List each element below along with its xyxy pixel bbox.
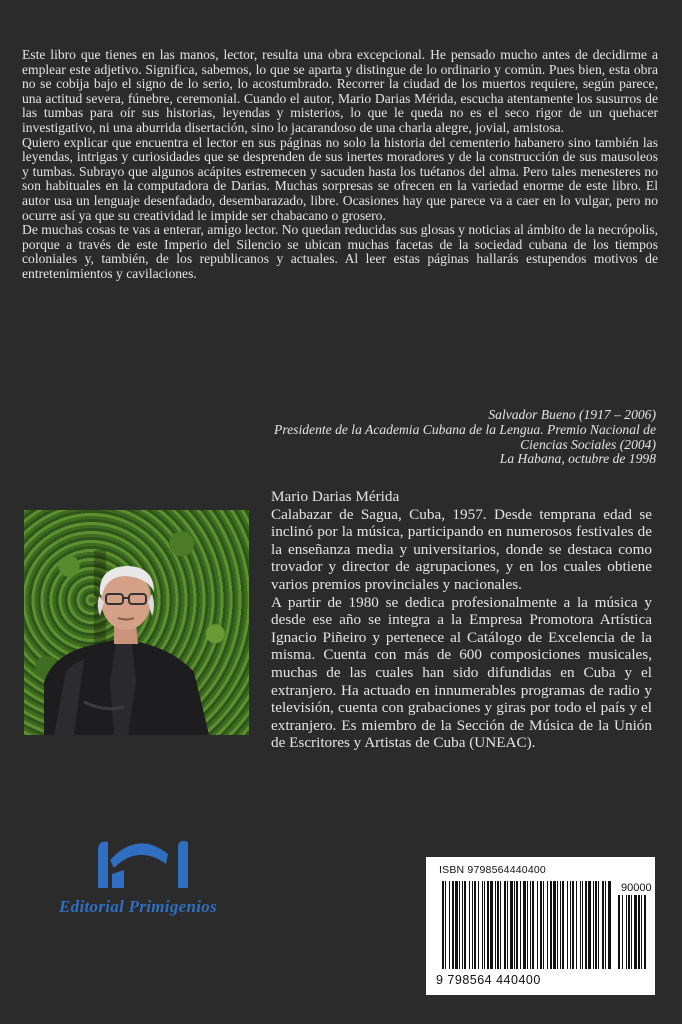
publisher-name: Editorial Primigenios xyxy=(59,897,217,916)
barcode-bar xyxy=(445,881,446,969)
barcode-bar xyxy=(608,881,611,969)
barcode-bar xyxy=(537,881,538,969)
addon-bar xyxy=(631,895,632,969)
bio-paragraph: Calabazar de Sagua, Cuba, 1957. Desde temprana edad se inclinó por la música, participando en numerosos festivales de la enseñanza media y universitarios, donde se destaca como trovador y director de agrupaciones, y en los cuales obtiene varios premios provinciales y nacionales. xyxy=(271,505,652,593)
barcode-bar xyxy=(523,881,526,969)
barcode-bar xyxy=(532,881,534,969)
addon-bar xyxy=(622,895,623,969)
barcode-bar xyxy=(588,881,591,969)
author-name: Mario Darias Mérida xyxy=(271,488,400,505)
signature-place-date: La Habana, octubre de 1998 xyxy=(499,451,656,467)
barcode-bar xyxy=(547,881,548,969)
barcode-bar xyxy=(520,881,521,969)
author-bio xyxy=(271,488,652,752)
barcode-bar xyxy=(516,881,518,969)
addon-bar xyxy=(628,895,630,969)
addon-bar xyxy=(641,895,642,969)
publisher-emblem-icon xyxy=(28,830,248,895)
barcode-bar xyxy=(514,881,515,969)
signature-name: Salvador Bueno (1917 – 2006) xyxy=(488,407,656,422)
blurb-paragraph: Este libro que tienes en las manos, lector, resulta una obra excepcional. He pensado mucho antes de decidirme a emplear este adjetivo. Significa, sabemos, lo que se aparta y distingue de lo ordinario y común. Pues bien, esta obra no se cobija bajo el signo de lo serio, lo acostumbrado. Recorrer la ciudad de los muertos requiere, según parece, una actitud severa, fúnebre, ceremonial. Cuando el autor, Mario Darias Mérida, escucha atentamente los susurros de las tumbas para oír sus historias, leyendas y misterios, lo que le queda no es el seco rigor de un quehacer investigativo, ni una aburrida disertación, sino lo jacarandoso de una charla alegre, jovial, amistosa. xyxy=(22,47,658,135)
isbn-digits: 9 798564 440400 xyxy=(436,973,541,987)
barcode-bar xyxy=(580,881,581,969)
barcode-bar xyxy=(553,881,556,969)
barcode-bar xyxy=(562,881,564,969)
barcode-bar xyxy=(487,881,489,969)
barcode-bar xyxy=(482,881,483,969)
signature-role: Presidente de la Academia Cubana de la Lengua. Premio Nacional de Ciencias Sociales (2004) xyxy=(274,421,656,452)
author-photo xyxy=(24,510,249,735)
barcode-bar xyxy=(472,881,473,969)
barcode-bar xyxy=(490,881,493,969)
barcode-bar xyxy=(576,881,577,969)
barcode-bar xyxy=(572,881,574,969)
barcode-bar xyxy=(462,881,463,969)
back-cover-blurb xyxy=(22,48,658,282)
barcode-bar xyxy=(500,881,501,969)
addon-bar xyxy=(618,895,620,969)
barcode-bar xyxy=(527,881,528,969)
barcode-bar xyxy=(595,881,597,969)
barcode-bar xyxy=(605,881,606,969)
barcode-bar xyxy=(570,881,571,969)
barcode-bar xyxy=(459,881,460,969)
barcode-bar xyxy=(504,881,506,969)
barcode-bar xyxy=(582,881,583,969)
barcode-bar xyxy=(474,881,476,969)
barcode-bar xyxy=(602,881,604,969)
isbn-label: ISBN 9798564440400 xyxy=(439,864,546,876)
author-portrait-icon xyxy=(44,562,219,735)
addon-bar xyxy=(634,895,637,969)
price-code: 90000 xyxy=(621,882,652,894)
barcode-bar xyxy=(585,881,587,969)
barcode-bar xyxy=(484,881,485,969)
barcode-bar xyxy=(495,881,496,969)
barcode-bar xyxy=(543,881,544,969)
barcode-bar xyxy=(540,881,542,969)
barcode-bars-icon xyxy=(442,881,647,973)
isbn-barcode xyxy=(426,857,655,995)
barcode-bar xyxy=(464,881,466,969)
barcode-bar xyxy=(449,881,450,969)
barcode-bar xyxy=(478,881,479,969)
barcode-bar xyxy=(550,881,552,969)
barcode-bar xyxy=(510,881,513,969)
bio-paragraph: A partir de 1980 se dedica profesionalmente a la música y desde ese año se integra a la Empresa Promotora Artística Ignacio Piñeiro y pertenece al Catálogo de Excelencia de la misma. Cuenta con más de 600 composiciones musicales, muchas de las cuales han sido difundidas en Cuba y el extranjero. Ha actuado en innumerables programas de radio y televisión, cuenta con grabaciones y giras por todo el país y el extranjero. Es miembro de la Sección de Música de la Unión de Escritores y Artistas de Cuba (UNEAC). xyxy=(271,593,652,752)
barcode-bar xyxy=(497,881,499,969)
blurb-paragraph: De muchas cosas te vas a enterar, amigo lector. No quedan reducidas sus glosas y noticias al ámbito de la necrópolis, porque a través de este Imperio del Silencio se ubican muchas facetas de la sociedad cubana de los tiempos coloniales y, también, de los republicanos y actuales. Al leer estas páginas hallarás estupendos motivos de entretenimientos y cavilaciones. xyxy=(22,222,658,281)
barcode-bar xyxy=(455,881,458,969)
barcode-bar xyxy=(530,881,531,969)
barcode-bar xyxy=(560,881,561,969)
barcode-bar xyxy=(567,881,568,969)
blurb-signature xyxy=(236,408,656,467)
publisher-logo xyxy=(28,830,248,930)
barcode-bar xyxy=(469,881,470,969)
barcode-bar xyxy=(598,881,599,969)
addon-bar xyxy=(644,895,646,969)
barcode-bar xyxy=(593,881,594,969)
addon-bar xyxy=(626,895,627,969)
barcode-bar xyxy=(442,881,444,969)
barcode-bar xyxy=(507,881,508,969)
addon-bar xyxy=(638,895,640,969)
barcode-bar xyxy=(452,881,454,969)
barcode-bar xyxy=(557,881,558,969)
blurb-paragraph: Quiero explicar que encuentra el lector en sus páginas no solo la historia del cementerio habanero sino también las leyendas, intrigas y curiosidades que se desprenden de sus inertes moradores y de la construcción de sus mausoleos y tumbas. Subrayo que algunos acápites estremecen y sacuden hasta los tuétanos del alma. Pero tales menesteres no son habituales en la computadora de Darias. Muchas sorpresas se ofrecen en la variedad enorme de este libro. El autor usa un lenguaje desenfadado, desembarazado, libre. Ocasiones hay que parece va a caer en lo vulgar, pero no ocurre así ya que su creatividad le impide ser chabacano o grosero. xyxy=(22,134,658,223)
